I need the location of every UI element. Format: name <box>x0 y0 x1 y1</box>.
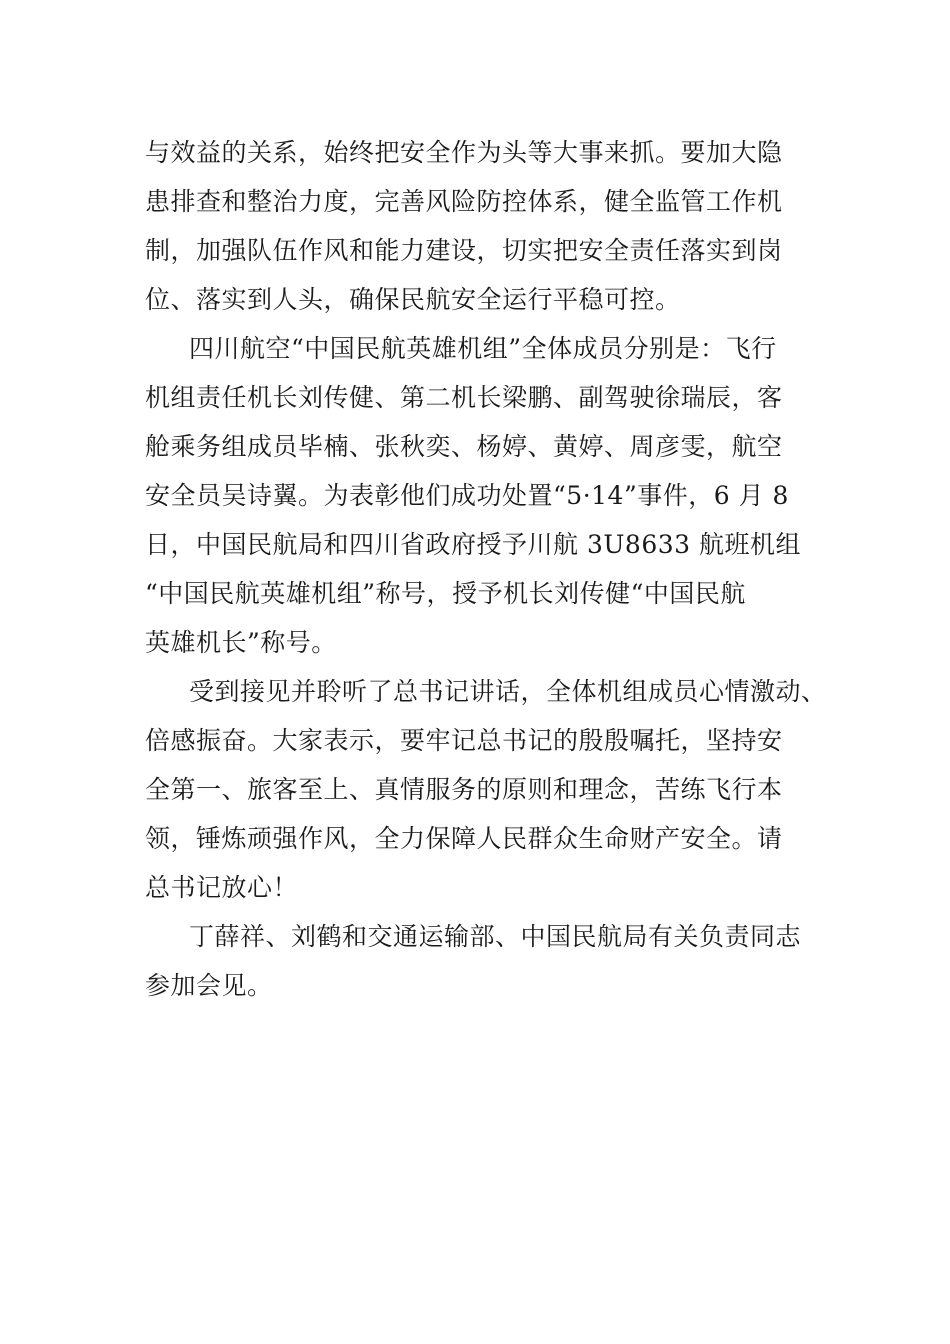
text-line: “中国民航英雄机组”称号，授予机长刘传健“中国民航 <box>145 579 746 608</box>
text-line: 四川航空“中国民航英雄机组”全体成员分别是：飞行 <box>189 334 777 363</box>
text-line: 英雄机长”称号。 <box>145 628 337 657</box>
text-line: 日，中国民航局和四川省政府授予川航 3U8633 航班机组 <box>145 530 801 559</box>
text-line: 总书记放心！ <box>145 873 299 902</box>
paragraph-1 <box>145 128 825 324</box>
text-line: 位、落实到人头，确保民航安全运行平稳可控。 <box>145 285 681 314</box>
document-body <box>145 128 825 1010</box>
paragraph-2 <box>145 324 825 667</box>
text-line: 与效益的关系，始终把安全作为头等大事来抓。要加大隐 <box>145 138 783 167</box>
paragraph-4 <box>145 912 825 1010</box>
text-line: 领，锤炼顽强作风，全力保障人民群众生命财产安全。请 <box>145 824 783 853</box>
text-line: 丁薛祥、刘鹤和交通运输部、中国民航局有关负责同志 <box>189 922 802 951</box>
text-line: 受到接见并聆听了总书记讲话，全体机组成员心情激动、 <box>189 677 827 706</box>
text-line: 制，加强队伍作风和能力建设，切实把安全责任落实到岗 <box>145 236 783 265</box>
text-line: 参加会见。 <box>145 971 273 1000</box>
paragraph-3 <box>145 667 825 912</box>
text-line: 舱乘务组成员毕楠、张秋奕、杨婷、黄婷、周彦雯，航空 <box>145 432 783 461</box>
text-line: 患排查和整治力度，完善风险防控体系，健全监管工作机 <box>145 187 783 216</box>
text-line: 倍感振奋。大家表示，要牢记总书记的殷殷嘱托，坚持安 <box>145 726 783 755</box>
text-line: 全第一、旅客至上、真情服务的原则和理念，苦练飞行本 <box>145 775 783 804</box>
text-line: 安全员吴诗翼。为表彰他们成功处置“5·14”事件，6 月 8 <box>145 481 789 510</box>
text-line: 机组责任机长刘传健、第二机长梁鹏、副驾驶徐瑞辰，客 <box>145 383 783 412</box>
